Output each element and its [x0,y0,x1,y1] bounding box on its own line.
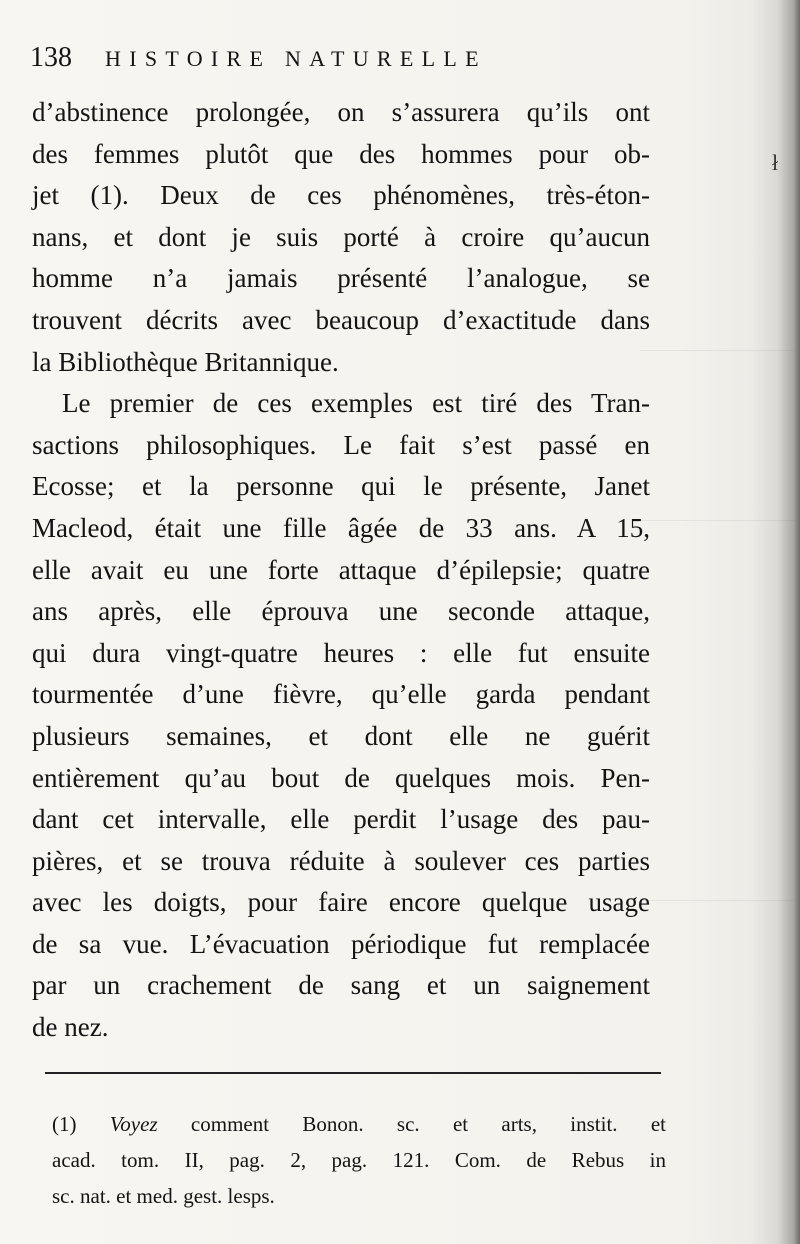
text-line: Macleod, était une fille âgée de 33 ans. A 15, [32,512,650,543]
body-text [32,92,650,1049]
text-line: elle avait eu une forte attaque d’épilepsie; quatre [32,554,650,585]
text-line: ans après, elle éprouva une seconde attaque, [32,596,650,627]
running-title: HISTOIRE NATURELLE [105,46,487,71]
text-line: nans, et dont je suis porté à croire qu’aucun [32,221,650,252]
text-line: Ecosse; et la personne qui le présente, Janet [32,471,650,502]
text-line: par un crachement de sang et un saignement [32,970,650,1001]
text-line: de sa vue. L’évacuation périodique fut remplacée [32,928,650,959]
text-line: des femmes plutôt que des hommes pour ob- [32,138,650,169]
text-line: d’abstinence prolongée, on s’assurera qu’ils ont [32,97,650,127]
text-line: trouvent décrits avec beaucoup d’exactitude dans [32,304,650,335]
page-number: 138 [30,42,72,73]
footnote-italic-word: Voyez [109,1112,158,1136]
footnote-line: acad. tom. II, pag. 2, pag. 121. Com. de Rebus in [52,1148,666,1172]
show-through-mark [640,900,795,901]
text-line: qui dura vingt-quatre heures : elle fut ensuite [32,637,650,668]
text-line: plusieurs semaines, et dont elle ne guérit [32,720,650,751]
show-through-mark [640,520,795,521]
margin-tick-mark: ł [772,150,779,175]
text-line: avec les doigts, pour faire encore quelque usage [32,887,650,918]
page-header [30,42,670,82]
text-line: sactions philosophiques. Le fait s’est passé en [32,429,650,460]
text-line: dant cet intervalle, elle perdit l’usage des pau- [32,804,650,835]
text-line: de nez. [32,1012,109,1043]
text-line: entièrement qu’au bout de quelques mois. Pen- [32,762,650,793]
text-line: jet (1). Deux de ces phénomènes, très-éton- [32,180,650,211]
show-through-mark [640,350,795,351]
text-line: la Bibliothèque Britannique. [32,346,339,377]
text-line: tourmentée d’une fièvre, qu’elle garda pendant [32,679,650,710]
footnote-marker: (1) [52,1112,77,1136]
footnote-line: sc. nat. et med. gest. lesps. [52,1184,275,1208]
text-line: homme n’a jamais présenté l’analogue, se [32,263,650,294]
footnote-text: comment Bonon. sc. et arts, instit. et [190,1112,666,1136]
text-line: pières, et se trouva réduite à soulever ces parties [32,845,650,876]
paragraph-start-line: Le premier de ces exemples est tiré des Tran- [62,388,650,419]
footnote-separator [45,1072,661,1074]
page-edge-shadow [778,0,800,1244]
footnote [52,1106,666,1214]
footnote-line [52,1106,666,1142]
